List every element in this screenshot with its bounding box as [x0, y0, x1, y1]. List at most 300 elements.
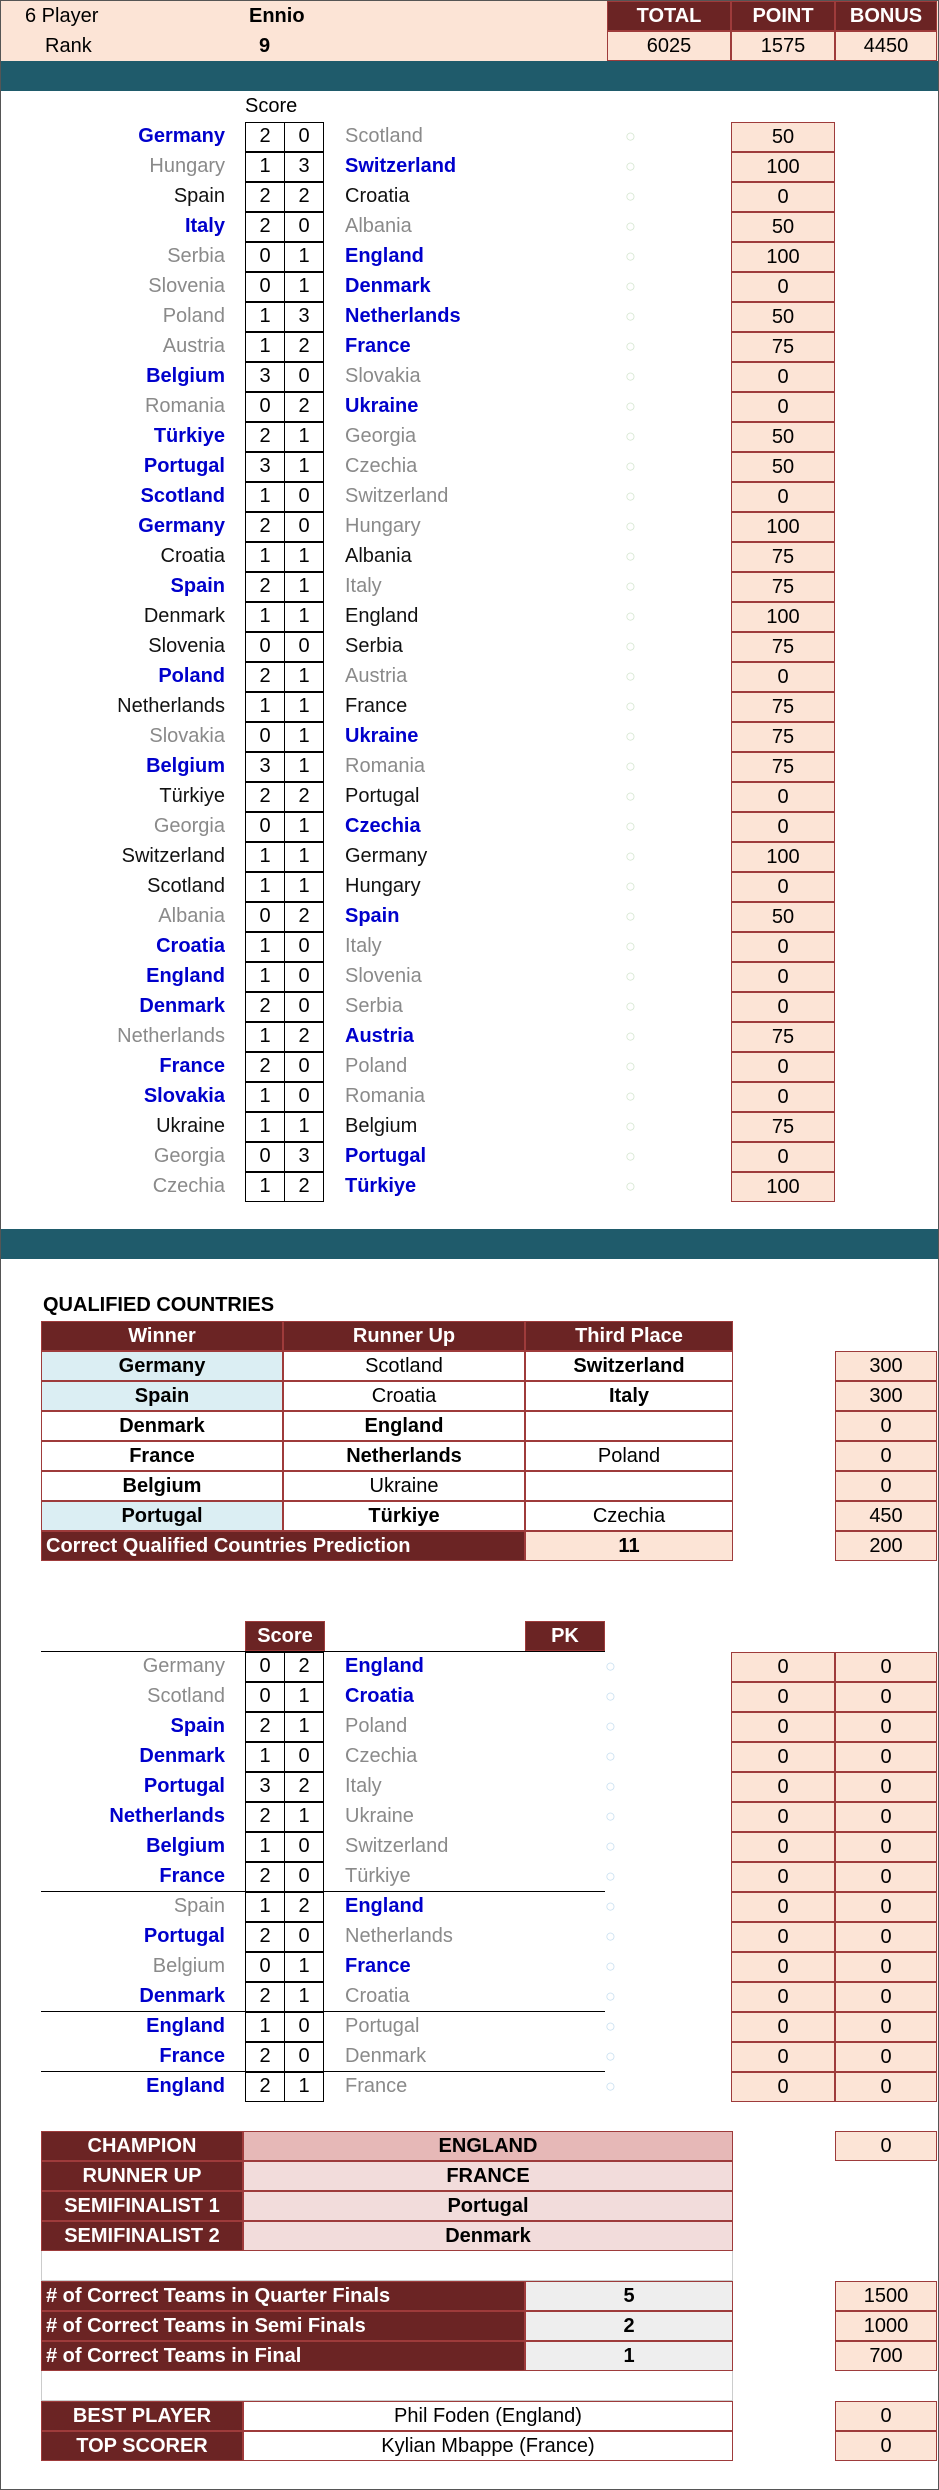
group-home-score: 1 — [245, 332, 285, 362]
group-away-team: Scotland — [345, 125, 423, 147]
knockout-away-team: Croatia — [345, 1685, 414, 1707]
finals-spacer-row — [41, 2251, 733, 2281]
semi2-value: Denmark — [243, 2221, 733, 2251]
knockout-home-team: Spain — [173, 1895, 225, 1917]
knockout-home-score: 2 — [245, 1862, 285, 1892]
bonus-value: 4450 — [835, 31, 937, 61]
group-home-team: Spain — [173, 185, 225, 207]
correct-qualified-points: 200 — [835, 1531, 937, 1561]
knockout-home-team: Netherlands — [109, 1805, 225, 1827]
group-home-score: 1 — [245, 1082, 285, 1112]
group-home-team: Portugal — [143, 455, 225, 477]
group-marker: ○ — [625, 1116, 636, 1136]
group-points: 100 — [731, 152, 835, 182]
total-header: TOTAL — [607, 1, 731, 31]
qualified-winner: Spain — [41, 1381, 283, 1411]
award-points: 0 — [835, 2431, 937, 2461]
qualified-runner: Netherlands — [283, 1441, 525, 1471]
group-home-team: Poland — [158, 665, 225, 687]
award-label: TOP SCORER — [41, 2431, 243, 2461]
group-marker: ○ — [625, 606, 636, 626]
qualified-runner: Türkiye — [283, 1501, 525, 1531]
knockout-home-team: England — [146, 2015, 225, 2037]
knockout-home-score: 0 — [245, 1952, 285, 1982]
group-away-team: Serbia — [345, 635, 403, 657]
group-home-score: 0 — [245, 272, 285, 302]
group-marker: ○ — [625, 756, 636, 776]
group-away-team: Poland — [345, 1055, 408, 1077]
group-home-team: Netherlands — [117, 1025, 225, 1047]
knockout-home-score: 1 — [245, 1742, 285, 1772]
group-points: 0 — [731, 782, 835, 812]
knockout-away-team: Türkiye — [345, 1865, 411, 1887]
group-home-team: Georgia — [153, 1145, 225, 1167]
group-points: 0 — [731, 392, 835, 422]
group-home-score: 1 — [245, 842, 285, 872]
group-away-score: 0 — [284, 632, 324, 662]
group-home-score: 1 — [245, 932, 285, 962]
group-away-team: Netherlands — [345, 305, 461, 327]
group-away-team: Hungary — [345, 875, 421, 897]
group-away-score: 0 — [284, 122, 324, 152]
qualified-runner: England — [283, 1411, 525, 1441]
group-points: 75 — [731, 722, 835, 752]
qualified-third: Poland — [525, 1441, 733, 1471]
knockout-bonus: 0 — [835, 1772, 937, 1802]
group-home-score: 0 — [245, 722, 285, 752]
knockout-points: 0 — [731, 1802, 835, 1832]
award-value: Kylian Mbappe (France) — [243, 2431, 733, 2461]
qualified-points: 0 — [835, 1471, 937, 1501]
group-home-score: 2 — [245, 1052, 285, 1082]
knockout-points: 0 — [731, 2042, 835, 2072]
qualified-points: 300 — [835, 1351, 937, 1381]
group-home-team: Slovakia — [149, 725, 225, 747]
group-marker: ○ — [625, 636, 636, 656]
qualified-winner: Denmark — [41, 1411, 283, 1441]
group-away-score: 0 — [284, 992, 324, 1022]
group-marker: ○ — [625, 396, 636, 416]
group-away-score: 1 — [284, 272, 324, 302]
group-home-team: Czechia — [152, 1175, 225, 1197]
knockout-score-header: Score — [245, 1621, 325, 1651]
correct-teams-points: 700 — [835, 2341, 937, 2371]
champion-label: CHAMPION — [41, 2131, 243, 2161]
group-home-score: 2 — [245, 992, 285, 1022]
group-away-team: Portugal — [345, 785, 420, 807]
knockout-home-score: 2 — [245, 1982, 285, 2012]
point-value: 1575 — [731, 31, 835, 61]
knockout-home-team: Denmark — [139, 1745, 225, 1767]
group-away-team: Germany — [345, 845, 428, 867]
group-home-score: 1 — [245, 692, 285, 722]
group-points: 75 — [731, 692, 835, 722]
group-home-team: Slovakia — [143, 1085, 225, 1107]
group-home-team: Switzerland — [121, 845, 225, 867]
group-marker: ○ — [625, 666, 636, 686]
qualified-title: QUALIFIED COUNTRIES — [43, 1294, 275, 1316]
knockout-away-team: Italy — [345, 1775, 382, 1797]
group-points: 50 — [731, 902, 835, 932]
group-away-team: Slovakia — [345, 365, 421, 387]
group-away-score: 1 — [284, 452, 324, 482]
qualified-winner: Belgium — [41, 1471, 283, 1501]
group-home-team: Germany — [138, 515, 225, 537]
knockout-bonus: 0 — [835, 1952, 937, 1982]
group-away-team: Hungary — [345, 515, 421, 537]
knockout-away-score: 0 — [284, 1742, 324, 1772]
group-home-team: Ukraine — [156, 1115, 225, 1137]
group-away-team: England — [345, 245, 424, 267]
group-away-team: Switzerland — [345, 155, 457, 177]
group-away-team: England — [345, 605, 419, 627]
group-home-score: 1 — [245, 1112, 285, 1142]
awards-spacer-row — [41, 2371, 733, 2401]
group-marker: ○ — [625, 336, 636, 356]
group-home-team: Hungary — [149, 155, 225, 177]
section-band-top — [1, 61, 938, 91]
group-away-team: Portugal — [345, 1145, 427, 1167]
group-home-team: Türkiye — [159, 785, 225, 807]
group-points: 50 — [731, 122, 835, 152]
group-away-score: 0 — [284, 482, 324, 512]
group-points: 100 — [731, 602, 835, 632]
correct-qualified-label: Correct Qualified Countries Prediction — [41, 1531, 525, 1561]
group-away-team: Spain — [345, 905, 400, 927]
knockout-marker: ○ — [605, 1776, 616, 1796]
group-home-score: 0 — [245, 242, 285, 272]
group-away-score: 1 — [284, 422, 324, 452]
knockout-points: 0 — [731, 1652, 835, 1682]
group-home-score: 1 — [245, 1022, 285, 1052]
group-marker: ○ — [625, 786, 636, 806]
qualified-col-winner: Winner — [41, 1321, 283, 1351]
group-away-score: 2 — [284, 902, 324, 932]
group-home-team: Slovenia — [148, 635, 225, 657]
group-away-score: 1 — [284, 722, 324, 752]
qualified-runner: Scotland — [283, 1351, 525, 1381]
group-marker: ○ — [625, 1176, 636, 1196]
knockout-away-score: 1 — [284, 1712, 324, 1742]
knockout-away-team: Netherlands — [345, 1925, 453, 1947]
knockout-home-team: Scotland — [147, 1685, 225, 1707]
group-home-score: 3 — [245, 752, 285, 782]
group-points: 50 — [731, 452, 835, 482]
players-label: 6 Player — [25, 5, 99, 27]
knockout-points: 0 — [731, 1952, 835, 1982]
group-away-team: France — [345, 695, 408, 717]
group-points: 75 — [731, 1022, 835, 1052]
group-points: 0 — [731, 1052, 835, 1082]
knockout-away-team: Croatia — [345, 1985, 410, 2007]
award-label: BEST PLAYER — [41, 2401, 243, 2431]
knockout-home-team: France — [159, 2045, 225, 2067]
group-away-score: 2 — [284, 1022, 324, 1052]
group-home-team: Germany — [138, 125, 225, 147]
qualified-third: Italy — [525, 1381, 733, 1411]
point-header: POINT — [731, 1, 835, 31]
knockout-marker: ○ — [605, 2046, 616, 2066]
group-home-team: Poland — [162, 305, 225, 327]
group-home-score: 2 — [245, 212, 285, 242]
knockout-home-score: 0 — [245, 1652, 285, 1682]
qualified-third — [525, 1471, 733, 1501]
knockout-points: 0 — [731, 1862, 835, 1892]
knockout-home-team: England — [146, 2075, 225, 2097]
group-home-score: 1 — [245, 602, 285, 632]
knockout-home-team: Portugal — [143, 1925, 225, 1947]
group-marker: ○ — [625, 276, 636, 296]
group-away-team: Czechia — [345, 455, 418, 477]
group-points: 100 — [731, 512, 835, 542]
group-away-team: Albania — [345, 215, 412, 237]
knockout-away-team: France — [345, 1955, 411, 1977]
knockout-bonus: 0 — [835, 1712, 937, 1742]
group-marker: ○ — [625, 936, 636, 956]
correct-teams-value: 1 — [525, 2341, 733, 2371]
correct-qualified-value: 11 — [525, 1531, 733, 1561]
knockout-home-team: Germany — [142, 1655, 225, 1677]
semi2-label: SEMIFINALIST 2 — [41, 2221, 243, 2251]
knockout-bonus: 0 — [835, 1982, 937, 2012]
knockout-home-score: 1 — [245, 1892, 285, 1922]
group-marker: ○ — [625, 246, 636, 266]
correct-teams-label: # of Correct Teams in Final — [41, 2341, 525, 2371]
group-points: 50 — [731, 302, 835, 332]
champion-points: 0 — [835, 2131, 937, 2161]
group-home-score: 2 — [245, 782, 285, 812]
group-home-score: 0 — [245, 632, 285, 662]
knockout-away-team: England — [345, 1655, 424, 1677]
correct-teams-points: 1500 — [835, 2281, 937, 2311]
group-marker: ○ — [625, 1056, 636, 1076]
group-away-score: 0 — [284, 1052, 324, 1082]
knockout-bonus: 0 — [835, 2012, 937, 2042]
group-home-score: 1 — [245, 152, 285, 182]
knockout-bonus: 0 — [835, 2072, 937, 2102]
group-marker: ○ — [625, 546, 636, 566]
group-points: 0 — [731, 362, 835, 392]
knockout-bonus: 0 — [835, 1832, 937, 1862]
knockout-bonus: 0 — [835, 1742, 937, 1772]
knockout-points: 0 — [731, 1772, 835, 1802]
knockout-home-team: Portugal — [143, 1775, 225, 1797]
group-home-score: 3 — [245, 452, 285, 482]
knockout-points: 0 — [731, 1742, 835, 1772]
group-away-team: Slovenia — [345, 965, 422, 987]
group-away-team: Denmark — [345, 275, 431, 297]
knockout-home-score: 2 — [245, 1922, 285, 1952]
knockout-marker: ○ — [605, 1896, 616, 1916]
group-home-score: 2 — [245, 512, 285, 542]
group-home-score: 3 — [245, 362, 285, 392]
correct-teams-label: # of Correct Teams in Semi Finals — [41, 2311, 525, 2341]
group-home-score: 0 — [245, 1142, 285, 1172]
group-home-team: Italy — [184, 215, 225, 237]
group-home-score: 1 — [245, 962, 285, 992]
knockout-away-score: 0 — [284, 1832, 324, 1862]
knockout-away-team: England — [345, 1895, 424, 1917]
group-away-score: 3 — [284, 1142, 324, 1172]
group-points: 50 — [731, 422, 835, 452]
semi1-label: SEMIFINALIST 1 — [41, 2191, 243, 2221]
knockout-marker: ○ — [605, 1746, 616, 1766]
total-value: 6025 — [607, 31, 731, 61]
group-away-team: Albania — [345, 545, 412, 567]
group-marker: ○ — [625, 486, 636, 506]
group-home-team: France — [159, 1055, 225, 1077]
knockout-marker: ○ — [605, 1926, 616, 1946]
knockout-marker: ○ — [605, 1806, 616, 1826]
group-points: 0 — [731, 962, 835, 992]
group-away-team: Belgium — [345, 1115, 418, 1137]
knockout-home-team: Denmark — [139, 1985, 225, 2007]
group-home-score: 2 — [245, 122, 285, 152]
group-home-team: Denmark — [143, 605, 225, 627]
qualified-winner: Portugal — [41, 1501, 283, 1531]
group-points: 0 — [731, 1082, 835, 1112]
qualified-third — [525, 1411, 733, 1441]
knockout-marker: ○ — [605, 1986, 616, 2006]
knockout-home-score: 2 — [245, 2072, 285, 2102]
knockout-bonus: 0 — [835, 1652, 937, 1682]
knockout-marker: ○ — [605, 1956, 616, 1976]
group-home-team: Belgium — [146, 755, 225, 777]
knockout-bonus: 0 — [835, 1892, 937, 1922]
group-away-score: 1 — [284, 812, 324, 842]
group-away-team: Austria — [345, 665, 408, 687]
knockout-away-score: 1 — [284, 2072, 324, 2102]
group-marker: ○ — [625, 366, 636, 386]
knockout-points: 0 — [731, 1712, 835, 1742]
group-home-team: Croatia — [160, 545, 225, 567]
group-away-score: 1 — [284, 692, 324, 722]
knockout-home-score: 2 — [245, 2042, 285, 2072]
group-home-team: Denmark — [139, 995, 225, 1017]
group-home-team: Belgium — [146, 365, 225, 387]
knockout-points: 0 — [731, 1982, 835, 2012]
group-marker: ○ — [625, 906, 636, 926]
group-away-score: 1 — [284, 242, 324, 272]
semi1-value: Portugal — [243, 2191, 733, 2221]
qualified-points: 0 — [835, 1411, 937, 1441]
group-home-team: Serbia — [167, 245, 225, 267]
knockout-away-score: 0 — [284, 1862, 324, 1892]
group-points: 100 — [731, 842, 835, 872]
knockout-away-team: France — [345, 2075, 408, 2097]
group-home-score: 0 — [245, 902, 285, 932]
group-home-score: 1 — [245, 542, 285, 572]
knockout-home-team: Belgium — [152, 1955, 225, 1977]
knockout-away-team: Switzerland — [345, 1835, 449, 1857]
knockout-marker: ○ — [605, 1686, 616, 1706]
knockout-points: 0 — [731, 2072, 835, 2102]
knockout-away-team: Czechia — [345, 1745, 418, 1767]
qualified-points: 300 — [835, 1381, 937, 1411]
group-marker: ○ — [625, 186, 636, 206]
group-points: 0 — [731, 1142, 835, 1172]
group-away-score: 1 — [284, 1112, 324, 1142]
group-home-score: 0 — [245, 812, 285, 842]
group-points: 75 — [731, 332, 835, 362]
knockout-home-team: France — [159, 1865, 225, 1887]
group-away-team: Romania — [345, 755, 426, 777]
group-home-team: Austria — [162, 335, 225, 357]
group-home-score: 1 — [245, 1172, 285, 1202]
group-home-score: 1 — [245, 872, 285, 902]
group-home-score: 0 — [245, 392, 285, 422]
group-away-team: Austria — [345, 1025, 414, 1047]
group-away-score: 1 — [284, 542, 324, 572]
correct-teams-label: # of Correct Teams in Quarter Finals — [41, 2281, 525, 2311]
group-marker: ○ — [625, 1026, 636, 1046]
knockout-points: 0 — [731, 1832, 835, 1862]
group-points: 0 — [731, 182, 835, 212]
runnerup-label: RUNNER UP — [41, 2161, 243, 2191]
knockout-away-score: 1 — [284, 1802, 324, 1832]
group-away-team: Switzerland — [345, 485, 449, 507]
group-marker: ○ — [625, 726, 636, 746]
qualified-points: 0 — [835, 1441, 937, 1471]
group-marker: ○ — [625, 456, 636, 476]
qualified-winner: France — [41, 1441, 283, 1471]
qualified-third: Switzerland — [525, 1351, 733, 1381]
award-points: 0 — [835, 2401, 937, 2431]
group-away-score: 0 — [284, 512, 324, 542]
award-value: Phil Foden (England) — [243, 2401, 733, 2431]
group-home-team: Türkiye — [153, 425, 225, 447]
group-score-header: Score — [245, 95, 298, 117]
knockout-points: 0 — [731, 1682, 835, 1712]
correct-teams-value: 5 — [525, 2281, 733, 2311]
qualified-col-runner: Runner Up — [283, 1321, 525, 1351]
group-away-score: 1 — [284, 752, 324, 782]
knockout-marker: ○ — [605, 1866, 616, 1886]
group-marker: ○ — [625, 126, 636, 146]
group-points: 50 — [731, 212, 835, 242]
qualified-runner: Croatia — [283, 1381, 525, 1411]
knockout-away-team: Denmark — [345, 2045, 427, 2067]
group-away-score: 2 — [284, 782, 324, 812]
group-away-score: 1 — [284, 842, 324, 872]
knockout-away-score: 1 — [284, 1982, 324, 2012]
knockout-away-score: 0 — [284, 2012, 324, 2042]
group-away-team: Türkiye — [345, 1175, 417, 1197]
group-marker: ○ — [625, 996, 636, 1016]
knockout-marker: ○ — [605, 2016, 616, 2036]
group-home-score: 2 — [245, 572, 285, 602]
knockout-bonus: 0 — [835, 1862, 937, 1892]
group-home-score: 1 — [245, 482, 285, 512]
group-away-score: 2 — [284, 392, 324, 422]
qualified-third: Czechia — [525, 1501, 733, 1531]
group-marker: ○ — [625, 846, 636, 866]
group-away-team: Georgia — [345, 425, 417, 447]
group-home-team: Albania — [158, 905, 225, 927]
knockout-away-team: Ukraine — [345, 1805, 414, 1827]
group-marker: ○ — [625, 1146, 636, 1166]
correct-teams-value: 2 — [525, 2311, 733, 2341]
knockout-marker: ○ — [605, 1716, 616, 1736]
group-away-team: France — [345, 335, 411, 357]
group-home-score: 1 — [245, 302, 285, 332]
knockout-marker: ○ — [605, 2076, 616, 2096]
group-away-team: Croatia — [345, 185, 410, 207]
group-marker: ○ — [625, 876, 636, 896]
knockout-bonus: 0 — [835, 2042, 937, 2072]
knockout-marker: ○ — [605, 1656, 616, 1676]
knockout-away-score: 2 — [284, 1772, 324, 1802]
